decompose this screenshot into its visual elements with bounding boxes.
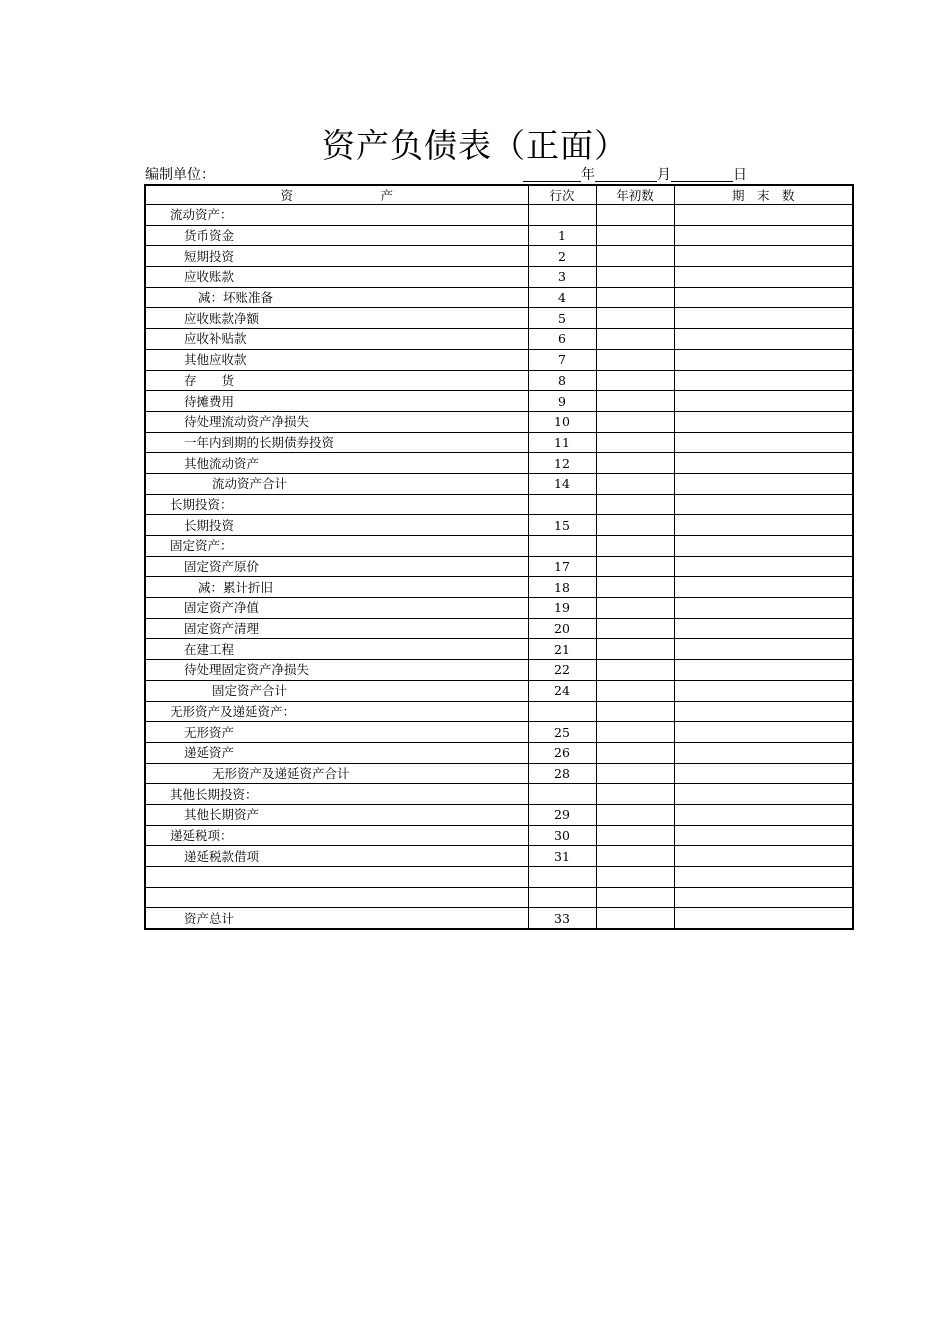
row-end-value[interactable] [674, 867, 853, 888]
row-item-name: 货币资金 [145, 225, 528, 246]
row-begin-value[interactable] [596, 639, 674, 660]
table-row [145, 432, 853, 453]
row-end-value[interactable] [674, 908, 853, 929]
row-end-value[interactable] [674, 473, 853, 494]
row-end-value[interactable] [674, 722, 853, 743]
row-begin-value[interactable] [596, 722, 674, 743]
col-header-line-no: 行次 [528, 185, 596, 205]
row-begin-value[interactable] [596, 680, 674, 701]
row-item-name: 应收账款 [145, 267, 528, 288]
date-line [523, 166, 747, 184]
row-item-name: 长期投资 [145, 515, 528, 536]
row-item-name: 递延税款借项 [145, 846, 528, 867]
row-line-number: 8 [528, 370, 596, 391]
col-header-end: 期 末 数 [674, 185, 853, 205]
row-begin-value[interactable] [596, 494, 674, 515]
table-row [145, 660, 853, 681]
row-item-name: 递延资产 [145, 742, 528, 763]
row-line-number [528, 205, 596, 226]
row-item-name: 其他应收款 [145, 349, 528, 370]
row-begin-value[interactable] [596, 287, 674, 308]
table-row [145, 515, 853, 536]
row-line-number: 31 [528, 846, 596, 867]
row-item-name: 资产总计 [145, 908, 528, 929]
row-end-value[interactable] [674, 329, 853, 350]
row-item-name: 其他长期投资： [145, 784, 528, 805]
row-line-number: 3 [528, 267, 596, 288]
row-begin-value[interactable] [596, 887, 674, 908]
row-end-value[interactable] [674, 763, 853, 784]
row-item-name: 固定资产清理 [145, 618, 528, 639]
table-row [145, 246, 853, 267]
row-end-value[interactable] [674, 370, 853, 391]
table-header-row [145, 185, 853, 205]
row-end-value[interactable] [674, 391, 853, 412]
table-row [145, 804, 853, 825]
row-item-name: 待处理流动资产净损失 [145, 411, 528, 432]
table-row [145, 742, 853, 763]
table-row [145, 867, 853, 888]
row-line-number [528, 536, 596, 557]
row-line-number: 21 [528, 639, 596, 660]
row-item-name: 待摊费用 [145, 391, 528, 412]
row-line-number [528, 494, 596, 515]
day-blank [671, 166, 733, 182]
table-row [145, 618, 853, 639]
row-begin-value[interactable] [596, 225, 674, 246]
row-end-value[interactable] [674, 680, 853, 701]
table-row [145, 887, 853, 908]
row-item-name: 在建工程 [145, 639, 528, 660]
row-begin-value[interactable] [596, 784, 674, 805]
row-end-value[interactable] [674, 618, 853, 639]
row-begin-value[interactable] [596, 742, 674, 763]
row-line-number: 33 [528, 908, 596, 929]
row-begin-value[interactable] [596, 411, 674, 432]
row-end-value[interactable] [674, 598, 853, 619]
table-row [145, 639, 853, 660]
col-header-begin: 年初数 [596, 185, 674, 205]
row-item-name: 应收补贴款 [145, 329, 528, 350]
row-begin-value[interactable] [596, 556, 674, 577]
row-line-number: 20 [528, 618, 596, 639]
table-row [145, 825, 853, 846]
row-begin-value[interactable] [596, 908, 674, 929]
table-row [145, 267, 853, 288]
row-line-number: 7 [528, 349, 596, 370]
table-row [145, 473, 853, 494]
table-row [145, 329, 853, 350]
row-end-value[interactable] [674, 411, 853, 432]
row-end-value[interactable] [674, 639, 853, 660]
row-line-number: 17 [528, 556, 596, 577]
row-item-name: 短期投资 [145, 246, 528, 267]
row-begin-value[interactable] [596, 618, 674, 639]
table-row [145, 411, 853, 432]
row-item-name: 一年内到期的长期债券投资 [145, 432, 528, 453]
table-row [145, 908, 853, 929]
report-meta [145, 166, 850, 186]
row-end-value[interactable] [674, 225, 853, 246]
row-item-name: 无形资产及递延资产合计 [145, 763, 528, 784]
row-begin-value[interactable] [596, 536, 674, 557]
row-line-number: 12 [528, 453, 596, 474]
row-begin-value[interactable] [596, 349, 674, 370]
row-end-value[interactable] [674, 515, 853, 536]
table-row [145, 784, 853, 805]
year-label: 年 [581, 167, 595, 183]
row-end-value[interactable] [674, 536, 853, 557]
row-line-number: 18 [528, 577, 596, 598]
row-item-name [145, 887, 528, 908]
row-begin-value[interactable] [596, 660, 674, 681]
table-row [145, 349, 853, 370]
unit-label: 编制单位： [145, 167, 215, 183]
table-row [145, 391, 853, 412]
table-row [145, 701, 853, 722]
row-line-number: 1 [528, 225, 596, 246]
row-item-name: 流动资产： [145, 205, 528, 226]
day-label: 日 [733, 167, 747, 183]
row-end-value[interactable] [674, 246, 853, 267]
row-end-value[interactable] [674, 453, 853, 474]
row-item-name: 其他长期资产 [145, 804, 528, 825]
month-blank [595, 166, 657, 182]
row-end-value[interactable] [674, 308, 853, 329]
row-item-name: 应收账款净额 [145, 308, 528, 329]
row-begin-value[interactable] [596, 577, 674, 598]
table-row [145, 205, 853, 226]
row-item-name: 递延税项： [145, 825, 528, 846]
col-header-asset: 资 产 [145, 185, 528, 205]
row-begin-value[interactable] [596, 701, 674, 722]
row-line-number: 5 [528, 308, 596, 329]
row-line-number: 9 [528, 391, 596, 412]
row-begin-value[interactable] [596, 598, 674, 619]
row-item-name: 减：累计折旧 [145, 577, 528, 598]
row-item-name: 固定资产合计 [145, 680, 528, 701]
row-item-name: 待处理固定资产净损失 [145, 660, 528, 681]
row-begin-value[interactable] [596, 473, 674, 494]
row-line-number: 11 [528, 432, 596, 453]
table-row [145, 453, 853, 474]
row-item-name: 存 货 [145, 370, 528, 391]
row-begin-value[interactable] [596, 391, 674, 412]
row-line-number: 26 [528, 742, 596, 763]
row-line-number [528, 701, 596, 722]
row-end-value[interactable] [674, 887, 853, 908]
row-end-value[interactable] [674, 701, 853, 722]
row-end-value[interactable] [674, 205, 853, 226]
row-begin-value[interactable] [596, 432, 674, 453]
row-end-value[interactable] [674, 349, 853, 370]
row-begin-value[interactable] [596, 825, 674, 846]
row-end-value[interactable] [674, 556, 853, 577]
row-line-number: 4 [528, 287, 596, 308]
row-item-name: 长期投资： [145, 494, 528, 515]
table-row [145, 556, 853, 577]
row-end-value[interactable] [674, 432, 853, 453]
row-begin-value[interactable] [596, 453, 674, 474]
row-item-name [145, 867, 528, 888]
row-end-value[interactable] [674, 784, 853, 805]
row-end-value[interactable] [674, 825, 853, 846]
row-line-number: 19 [528, 598, 596, 619]
row-begin-value[interactable] [596, 246, 674, 267]
row-line-number: 10 [528, 411, 596, 432]
row-end-value[interactable] [674, 577, 853, 598]
row-begin-value[interactable] [596, 867, 674, 888]
row-end-value[interactable] [674, 742, 853, 763]
row-end-value[interactable] [674, 267, 853, 288]
row-begin-value[interactable] [596, 308, 674, 329]
row-item-name: 其他流动资产 [145, 453, 528, 474]
row-line-number: 24 [528, 680, 596, 701]
table-row [145, 225, 853, 246]
row-begin-value[interactable] [596, 515, 674, 536]
row-line-number [528, 784, 596, 805]
row-line-number: 29 [528, 804, 596, 825]
balance-sheet-table [144, 184, 854, 930]
row-line-number: 6 [528, 329, 596, 350]
row-item-name: 减：坏账准备 [145, 287, 528, 308]
table-row [145, 680, 853, 701]
row-end-value[interactable] [674, 804, 853, 825]
row-item-name: 无形资产及递延资产： [145, 701, 528, 722]
row-line-number: 28 [528, 763, 596, 784]
table-row [145, 722, 853, 743]
row-item-name: 无形资产 [145, 722, 528, 743]
table-row [145, 370, 853, 391]
row-line-number: 25 [528, 722, 596, 743]
year-blank [523, 166, 581, 182]
table-row [145, 308, 853, 329]
row-begin-value[interactable] [596, 329, 674, 350]
row-end-value[interactable] [674, 846, 853, 867]
table-row [145, 577, 853, 598]
table-row [145, 287, 853, 308]
row-begin-value[interactable] [596, 804, 674, 825]
row-begin-value[interactable] [596, 846, 674, 867]
table-row [145, 598, 853, 619]
row-line-number: 15 [528, 515, 596, 536]
row-line-number: 14 [528, 473, 596, 494]
table-row [145, 846, 853, 867]
row-line-number [528, 887, 596, 908]
row-line-number [528, 867, 596, 888]
row-item-name: 固定资产净值 [145, 598, 528, 619]
row-item-name: 固定资产原价 [145, 556, 528, 577]
table-row [145, 763, 853, 784]
row-item-name: 流动资产合计 [145, 473, 528, 494]
row-end-value[interactable] [674, 287, 853, 308]
row-line-number: 2 [528, 246, 596, 267]
row-line-number: 30 [528, 825, 596, 846]
month-label: 月 [657, 167, 671, 183]
row-end-value[interactable] [674, 494, 853, 515]
row-begin-value[interactable] [596, 267, 674, 288]
row-begin-value[interactable] [596, 763, 674, 784]
page-title: 资产负债表（正面） [322, 126, 628, 165]
row-line-number: 22 [528, 660, 596, 681]
row-end-value[interactable] [674, 660, 853, 681]
table-row [145, 536, 853, 557]
row-item-name: 固定资产： [145, 536, 528, 557]
row-begin-value[interactable] [596, 370, 674, 391]
row-begin-value[interactable] [596, 205, 674, 226]
table-row [145, 494, 853, 515]
